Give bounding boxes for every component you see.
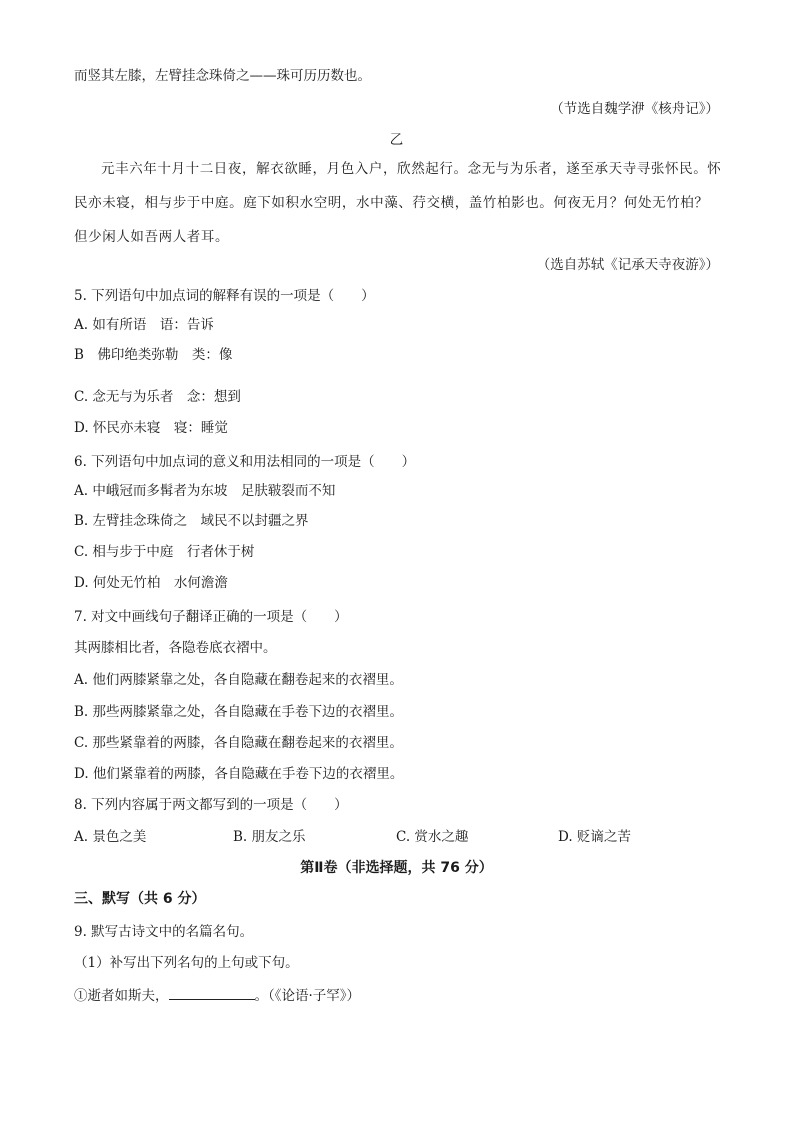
- q7-sentence: 其两膝相比者，各隐卷底衣褶中。: [74, 640, 277, 656]
- q8-option-b: B. 朋友之乐: [233, 829, 306, 845]
- q5-option-a: A. 如有所语 语：告诉: [74, 317, 214, 333]
- q5-option-c: C. 念无与为乐者 念：想到: [74, 389, 241, 405]
- q9-item1-after: 。（《论语·子罕》）: [254, 988, 361, 1004]
- q8-option-d: D. 贬谪之苦: [558, 829, 631, 845]
- q9-stem: 9. 默写古诗文中的名篇名句。: [74, 924, 254, 940]
- q8-option-c: C. 赏水之趣: [396, 829, 469, 845]
- q8-stem: 8. 下列内容属于两文都写到的一项是（ ）: [74, 797, 348, 813]
- section-b-label: 乙: [389, 132, 404, 148]
- q7-option-a: A. 他们两膝紧靠之处，各自隐藏在翻卷起来的衣褶里。: [74, 672, 403, 688]
- q5-stem: 5. 下列语句中加点词的解释有误的一项是（ ）: [74, 288, 375, 304]
- q7-option-d: D. 他们紧靠着的两膝，各自隐藏在手卷下边的衣褶里。: [74, 766, 404, 782]
- q6-option-d: D. 何处无竹柏 水何澹澹: [74, 575, 228, 591]
- q7-option-b: B. 那些两膝紧靠之处，各自隐藏在手卷下边的衣褶里。: [74, 704, 404, 720]
- q7-option-c: C. 那些紧靠着的两膝，各自隐藏在翻卷起来的衣褶里。: [74, 735, 403, 751]
- part-2-title: 第Ⅱ卷（非选择题，共 76 分）: [300, 860, 493, 876]
- q5-option-b: B 佛印绝类弥勒 类：像: [74, 347, 233, 363]
- q7-stem: 7. 对文中画线句子翻译正确的一项是（ ）: [74, 609, 348, 625]
- source-b: （选自苏轼《记承天寺夜游》）: [536, 257, 719, 273]
- q6-option-b: B. 左臂挂念珠倚之 域民不以封疆之界: [74, 513, 309, 529]
- q6-option-c: C. 相与步于中庭 行者休于树: [74, 544, 255, 560]
- passage-a-tail: 而竖其左膝，左臂挂念珠倚之——珠可历历数也。: [74, 68, 371, 84]
- passage-b: 元丰六年十月十二日夜，解衣欲睡，月色入户，欣然起行。念无与为乐者，遂至承天寺寻张怀民。怀民亦未寝，相与步于中庭。庭下如积水空明，水中藻、荇交横，盖竹柏影也。何夜无月？何处无竹柏？但少闲人如吾两人者耳。: [74, 161, 722, 245]
- q8-option-a: A. 景色之美: [74, 829, 147, 845]
- q6-stem: 6. 下列语句中加点词的意义和用法相同的一项是（ ）: [74, 454, 416, 470]
- source-a: （节选自魏学洢《核舟记》）: [550, 101, 719, 117]
- section-3-title: 三、默写（共 6 分）: [74, 891, 206, 907]
- q9-item1-before: ①逝者如斯夫，: [74, 988, 169, 1004]
- q5-option-d: D. 怀民亦未寝 寝：睡觉: [74, 420, 228, 436]
- q9-item1: [74, 985, 360, 1006]
- q6-option-a: A. 中峨冠而多髯者为东坡 足肤皲裂而不知: [74, 483, 336, 499]
- fill-in-blank[interactable]: [169, 985, 255, 1000]
- q9-sub1: （1）补写出下列名句的上句或下句。: [74, 955, 299, 971]
